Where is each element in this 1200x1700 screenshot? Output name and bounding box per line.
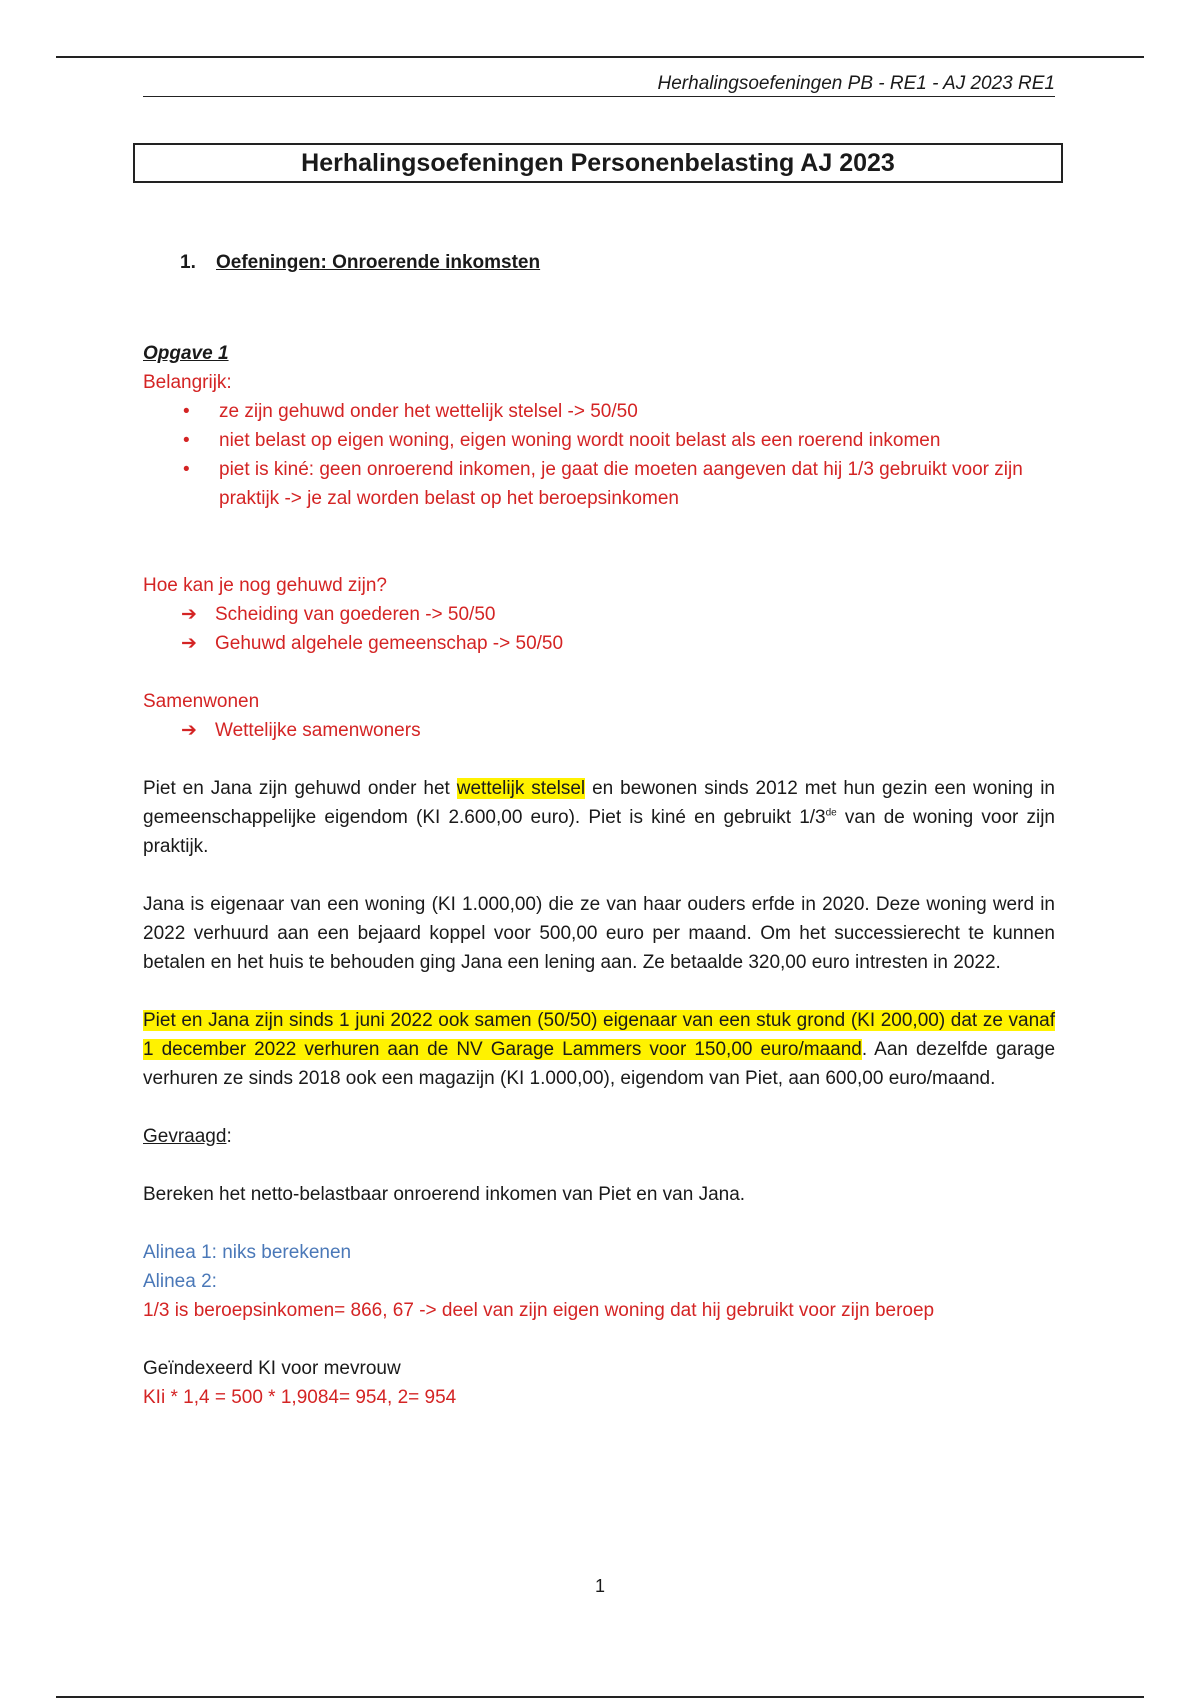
paragraph-1-text: van de woning voor zijn praktijk. [143, 807, 1056, 857]
answer-alinea-1: Alinea 1: niks berekenen [143, 1242, 352, 1263]
arrow-right-icon: ➔ [181, 720, 197, 741]
section-number: 1. [180, 252, 196, 273]
paragraph-1-text: en bewonen sinds 2012 met hun gezin een woning in gemeenschappelijke eigendom (KI 2.600,00 euro). Piet is kiné en gebruikt 1/3 [143, 778, 1055, 828]
section-heading [180, 251, 540, 275]
gehuwd-list [143, 600, 1055, 658]
spacer [143, 745, 1055, 774]
list-item [181, 600, 1055, 629]
answer-formula: KIi * 1,4 = 500 * 1,9084= 954, 2= 954 [143, 1387, 457, 1408]
list-item: • niet belast op eigen woning, eigen woning wordt nooit belast als een roerend inkomen [219, 426, 1055, 455]
paragraph-1 [143, 774, 1055, 861]
paragraph-3-text: . Aan dezelfde garage verhuren ze sinds 2018 ook een magazijn (KI 1.000,00), eigendom van Piet, aan 600,00 euro/maand. [143, 1039, 1056, 1089]
geindexeerd-label: Geïndexeerd KI voor mevrouw [143, 1358, 401, 1379]
answer-beroeps: 1/3 is beroepsinkomen= 866, 67 -> deel van zijn eigen woning dat hij gebruikt voor zijn beroep [143, 1300, 935, 1321]
list-item-text: Gehuwd algehele gemeenschap -> 50/50 [215, 633, 564, 654]
paragraph-2: Jana is eigenaar van een woning (KI 1.000,00) die ze van haar ouders erfde in 2020. Deze woning werd in 2022 verhuurd aan een bejaard koppel voor 500,00 euro per maand. Om het successierecht te kunnen betalen en het huis te behouden ging Jana een lening aan. Ze betaalde 320,00 euro intresten in 2022. [143, 894, 1055, 973]
document-title-text: Herhalingsoefeningen Personenbelasting AJ 2023 [301, 148, 895, 177]
list-item-text: Wettelijke samenwoners [215, 720, 421, 741]
paragraph-3 [143, 1006, 1055, 1093]
spacer [143, 513, 1055, 571]
arrow-right-icon: ➔ [181, 633, 197, 654]
document-title [133, 143, 1063, 183]
spacer [143, 658, 1055, 687]
gevraagd-colon: : [226, 1126, 232, 1147]
spacer [143, 1093, 1055, 1122]
paragraph-1-text: Piet en Jana zijn gehuwd onder het [143, 778, 457, 799]
gevraagd-label [143, 1122, 1055, 1151]
question-text: Bereken het netto-belastbaar onroerend inkomen van Piet en van Jana. [143, 1184, 746, 1205]
spacer [143, 1325, 1055, 1354]
samenwonen-label: Samenwonen [143, 691, 260, 712]
running-header: Herhalingsoefeningen PB - RE1 - AJ 2023 RE1 [657, 73, 1055, 94]
spacer [143, 861, 1055, 890]
highlighted-text: Piet en Jana zijn sinds 1 juni 2022 ook samen (50/50) eigenaar van een stuk grond (KI 200,00) dat ze vanaf 1 december 2022 verhuren aan de NV Garage Lammers voor 150,00 euro/maand [143, 1010, 1055, 1060]
list-item [181, 629, 1055, 658]
section-title: Oefeningen: Onroerende inkomsten [216, 252, 541, 273]
opgave-label: Opgave 1 [143, 343, 229, 364]
list-item: • ze zijn gehuwd onder het wettelijk stelsel -> 50/50 [219, 397, 1055, 426]
spacer [143, 1209, 1055, 1238]
gevraagd-text: Gevraagd [143, 1126, 227, 1147]
list-item [181, 716, 1055, 745]
page-top-rule [56, 56, 1144, 58]
answer-alinea-2: Alinea 2: [143, 1271, 217, 1292]
list-item: • piet is kiné: geen onroerend inkomen, je gaat die moeten aangeven dat hij 1/3 gebruikt voor zijn praktijk -> je zal worden belast op het beroepsinkomen [219, 455, 1055, 513]
belangrijk-list [143, 397, 1055, 513]
spacer [143, 1151, 1055, 1180]
document-body [143, 339, 1055, 1412]
highlighted-text: wettelijk stelsel [456, 778, 586, 799]
samenwonen-list [143, 716, 1055, 745]
spacer [143, 977, 1055, 1006]
superscript: de [825, 807, 837, 819]
page-number: 1 [594, 1576, 605, 1596]
list-item-text: Scheiding van goederen -> 50/50 [215, 604, 496, 625]
arrow-right-icon: ➔ [181, 604, 197, 625]
belangrijk-label: Belangrijk: [143, 372, 232, 393]
gehuwd-question: Hoe kan je nog gehuwd zijn? [143, 575, 388, 596]
page-bottom-rule [56, 1696, 1144, 1698]
header-rule [143, 96, 1055, 97]
